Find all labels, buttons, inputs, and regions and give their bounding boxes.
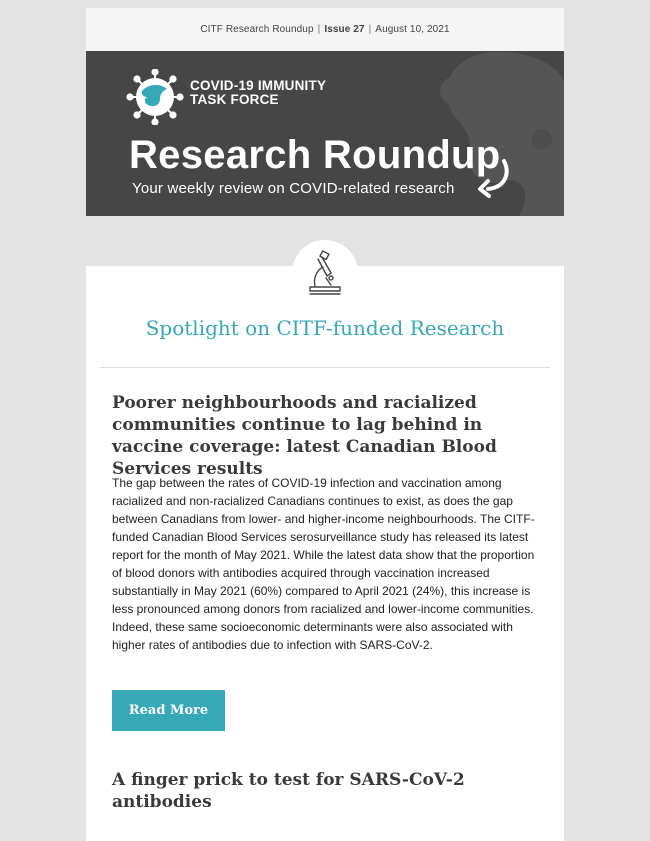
curved-arrow-icon xyxy=(474,159,514,199)
newsletter-name: CITF Research Roundup xyxy=(200,24,314,35)
divider xyxy=(100,367,550,368)
virus-logo-icon xyxy=(126,69,184,125)
article-title[interactable]: A finger prick to test for SARS-CoV-2 antibodies xyxy=(112,770,465,812)
microscope-icon xyxy=(307,250,343,296)
read-more-button[interactable]: Read More xyxy=(112,690,225,731)
org-name-line1: COVID-19 IMMUNITY xyxy=(190,78,327,93)
banner-title: Research Roundup xyxy=(129,133,501,177)
article-body: The gap between the rates of COVID-19 infection and vaccination among racialized and non-racialized Canadians continues to exist, as does the gap between Canadians from lower- and higher-income neighbourhoods. The CITF-funded Canadian Blood Services serosurveillance study has released its latest report for the month of May 2021. While the latest data show that the proportion of blood donors with antibodies acquired through vaccination increased substantially in May 2021 (60%) compared to April 2021 (24%), this increase is less pronounced among donors from racialized and lower-income communities. Indeed, these same socioeconomic determinants were also associated with higher rates of antibodies due to infection with SARS-CoV-2. xyxy=(112,476,535,652)
section-title: Spotlight on CITF-funded Research xyxy=(145,316,505,340)
issue-date: August 10, 2021 xyxy=(375,24,450,35)
org-name-line2: TASK FORCE xyxy=(190,92,279,107)
section-icon-badge xyxy=(292,240,358,306)
banner-subtitle: Your weekly review on COVID-related research xyxy=(132,180,455,197)
newsletter-header-bar xyxy=(86,8,564,51)
hero-banner xyxy=(86,51,564,216)
separator: | xyxy=(317,24,321,35)
issue-number: Issue 27 xyxy=(324,24,365,35)
organization-name xyxy=(190,79,326,107)
article-title[interactable]: Poorer neighbourhoods and racialized communities continue to lag behind in vaccine coverage: latest Canadian Blood Services results xyxy=(112,393,497,479)
separator: | xyxy=(368,24,372,35)
